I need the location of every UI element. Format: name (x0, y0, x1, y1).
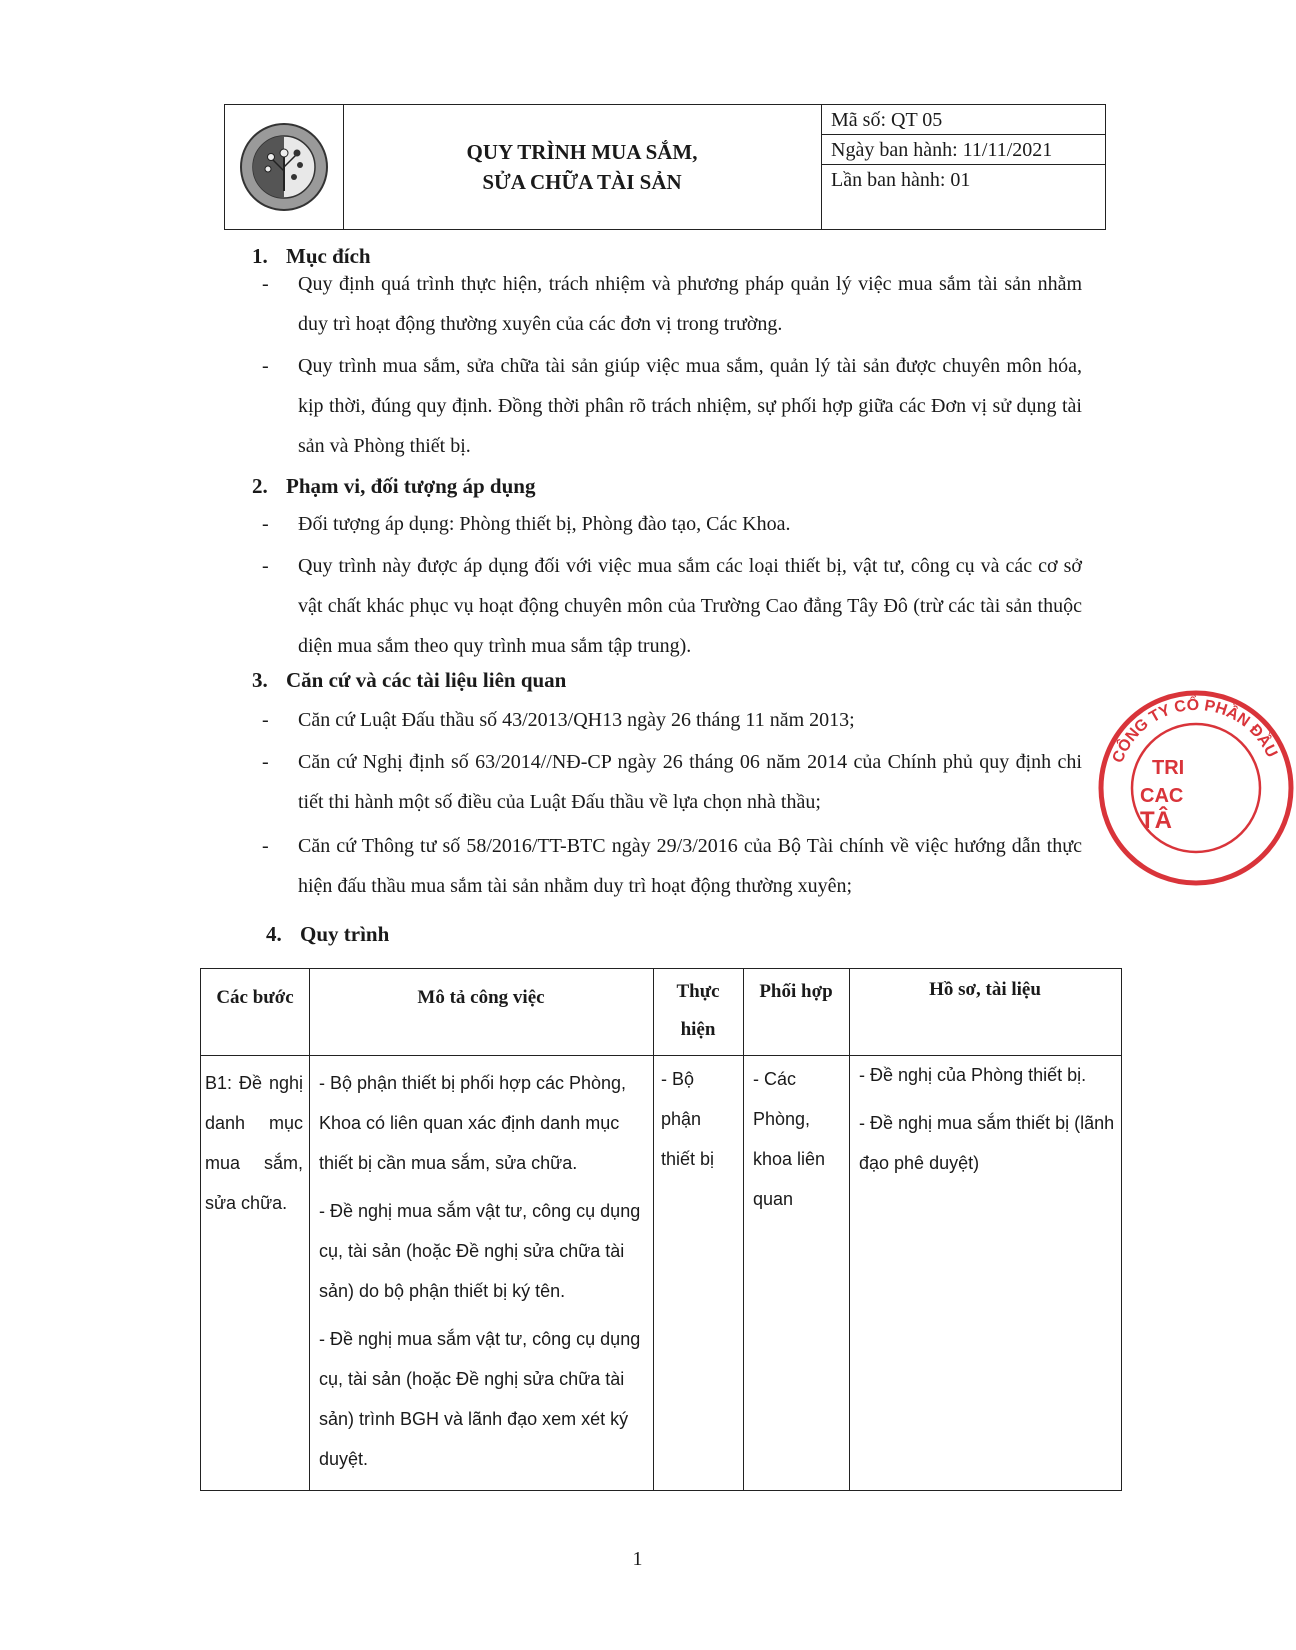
bullet-text: Căn cứ Nghị định số 63/2014//NĐ-CP ngày 26 tháng 06 năm 2014 của Chính phủ quy định chi tiết thi hành một số điều của Luật Đấu thầu về lựa chọn nhà thầu; (298, 751, 1082, 813)
section-1-bullet-1 (262, 264, 1082, 344)
process-table (200, 968, 1122, 1491)
section-heading-2 (252, 474, 535, 499)
section-title: Căn cứ và các tài liệu liên quan (286, 668, 567, 692)
section-3-bullet-1 (262, 700, 1082, 740)
issue-number: Lần ban hành: 01 (831, 169, 971, 191)
title-line-1: QUY TRÌNH MUA SẮM, (466, 140, 698, 164)
bullet-text: Quy định quá trình thực hiện, trách nhiệm và phương pháp quản lý việc mua sắm tài sản nhằm duy trì hoạt động thường xuyên của các đơn vị trong trường. (298, 273, 1082, 335)
section-title: Phạm vi, đối tượng áp dụng (286, 474, 536, 498)
stamp-line-1: TRI (1152, 757, 1185, 779)
document-meta (821, 105, 1105, 229)
section-2-bullet-1 (262, 504, 1082, 544)
section-3-bullet-3 (262, 826, 1082, 906)
table-divider (309, 969, 310, 1490)
row-1-description (319, 1063, 647, 1479)
section-number: 4. (266, 922, 282, 946)
header-executor-line-2: hiện (680, 1019, 716, 1040)
page-number: 1 (632, 1548, 643, 1570)
bullet-dash: - (262, 751, 269, 773)
document-header (224, 104, 1106, 230)
row-1-records-item: - Đề nghị của Phòng thiết bị. (859, 1065, 1087, 1085)
logo-cell (225, 105, 344, 229)
header-steps: Các bước (216, 987, 294, 1008)
bullet-text: Căn cứ Luật Đấu thầu số 43/2013/QH13 ngày 26 tháng 11 năm 2013; (298, 709, 855, 731)
section-number: 1. (252, 244, 268, 268)
document-code: Mã số: QT 05 (821, 105, 1105, 135)
section-title: Quy trình (300, 922, 390, 946)
row-1-executor: - Bộ phận thiết bị (661, 1069, 715, 1169)
bullet-text: Căn cứ Thông tư số 58/2016/TT-BTC ngày 29/3/2016 của Bộ Tài chính về việc hướng dẫn thực hiện đấu thầu mua sắm tài sản nhằm duy trì hoạt động thường xuyên; (298, 835, 1082, 897)
header-executor (653, 973, 743, 1049)
bullet-dash: - (262, 835, 269, 857)
section-3-bullet-2 (262, 742, 1082, 822)
bullet-text: Quy trình này được áp dụng đối với việc mua sắm các loại thiết bị, vật tư, công cụ và các cơ sở vật chất khác phục vụ hoạt động chuyên môn của Trường Cao đẳng Tây Đô (trừ các tài sản thuộc diện mua sắm theo quy trình mua sắm tập trung). (298, 555, 1082, 657)
row-1-description-item: - Đề nghị mua sắm vật tư, công cụ dụng cụ, tài sản (hoặc Đề nghị sửa chữa tài sản) do bộ phận thiết bị ký tên. (319, 1201, 641, 1301)
section-2-bullet-2 (262, 546, 1082, 666)
bullet-dash: - (262, 513, 269, 535)
title-line-2: SỬA CHỮA TÀI SẢN (482, 170, 682, 194)
row-1-coordinate: - Các Phòng, khoa liên quan (753, 1069, 826, 1209)
stamp-line-3: TÂ (1140, 807, 1172, 834)
section-1-bullet-2 (262, 346, 1082, 466)
table-divider (849, 969, 850, 1490)
section-title: Mục đích (286, 244, 371, 268)
header-description: Mô tả công việc (417, 987, 545, 1008)
bullet-text: Quy trình mua sắm, sửa chữa tài sản giúp việc mua sắm, quản lý tài sản được chuyên môn hóa, kịp thời, đúng quy định. Đồng thời phân rõ trách nhiệm, sự phối hợp giữa các Đơn vị sử dụng tài sản và Phòng thiết bị. (298, 355, 1082, 457)
stamp-arc-text: CÔNG TY CỔ PHẦN ĐẦU (1109, 696, 1281, 766)
header-records: Hồ sơ, tài liệu (929, 979, 1041, 1000)
stamp-line-2: CAC (1140, 785, 1184, 807)
bullet-dash: - (262, 355, 269, 377)
row-1-description-item: - Bộ phận thiết bị phối hợp các Phòng, Khoa có liên quan xác định danh mục thiết bị cần mua sắm, sửa chữa. (319, 1073, 627, 1173)
bullet-dash: - (262, 273, 269, 295)
row-1-records (859, 1055, 1117, 1183)
section-number: 2. (252, 474, 268, 498)
row-1-description-item: - Đề nghị mua sắm vật tư, công cụ dụng cụ, tài sản (hoặc Đề nghị sửa chữa tài sản) trình BGH và lãnh đạo xem xét ký duyệt. (319, 1329, 641, 1469)
bullet-dash: - (262, 555, 269, 577)
row-1-step: B1: Đề nghị danh mục mua sắm, sửa chữa. (205, 1073, 303, 1213)
issue-date: Ngày ban hành: 11/11/2021 (821, 135, 1105, 165)
section-heading-4 (266, 922, 389, 947)
bullet-dash: - (262, 709, 269, 731)
header-coordinate: Phối hợp (759, 981, 833, 1002)
school-logo-icon (238, 121, 330, 213)
document-title (343, 105, 822, 229)
bullet-text: Đối tượng áp dụng: Phòng thiết bị, Phòng đào tạo, Các Khoa. (298, 513, 791, 535)
row-1-records-item: - Đề nghị mua sắm thiết bị (lãnh đạo phê duyệt) (859, 1113, 1115, 1173)
header-executor-line-1: Thực (676, 981, 720, 1002)
company-stamp (1096, 688, 1296, 888)
table-divider (743, 969, 744, 1490)
section-number: 3. (252, 668, 268, 692)
section-heading-3 (252, 668, 566, 693)
